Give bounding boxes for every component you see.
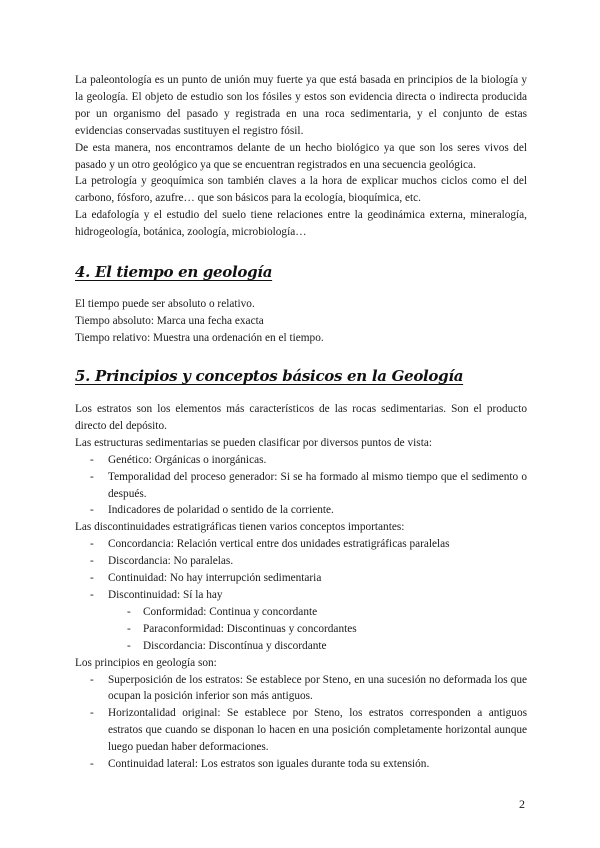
intro-text xyxy=(75,72,527,241)
tiempo-relativo-line: Tiempo relativo: Muestra una ordenación en el tiempo. xyxy=(75,331,324,344)
list-item: - Concordancia: Relación vertical entre dos unidades estratigráficas paralelas xyxy=(75,536,527,553)
discontinuidades-list xyxy=(75,536,527,604)
tiempo-absoluto-line: Tiempo absoluto: Marca una fecha exacta xyxy=(75,314,264,327)
list-item: - Indicadores de polaridad o sentido de la corriente. xyxy=(75,502,527,519)
page-number: 2 xyxy=(519,797,525,811)
list-item: - Continuidad: No hay interrupción sedimentaria xyxy=(75,570,527,587)
discontinuidad-sublist xyxy=(75,604,527,655)
list-item: - Conformidad: Continua y concordante xyxy=(75,604,527,621)
principios-list xyxy=(75,672,527,773)
paragraph-hecho-biologico: De esta manera, nos encontramos delante de un hecho biológico ya que son los seres vivos del pasado y un otro geológico ya que se encuentran registrados en una secuencia geológica. xyxy=(75,141,527,171)
list-item: - Continuidad lateral: Los estratos son iguales durante toda su extensión. xyxy=(75,756,527,773)
section-5-body xyxy=(75,401,527,773)
list-item: - Superposición de los estratos: Se establece por Steno, en una sucesión no deformada los que ocupan la posición inferior son más antiguos. xyxy=(75,672,527,706)
list-item: - Genético: Orgánicas o inorgánicas. xyxy=(75,452,527,469)
section-4-body xyxy=(75,296,527,347)
section-4-heading: 4. El tiempo en geología xyxy=(75,263,273,281)
section-5-heading: 5. Principios y conceptos básicos en la Geología xyxy=(75,367,464,385)
tiempo-line: El tiempo puede ser absoluto o relativo. xyxy=(75,298,255,310)
paragraph-estratos: Los estratos son los elementos más característicos de las rocas sedimentarias. Son el producto directo del depósito. xyxy=(75,403,527,432)
paragraph-paleontologia: La paleontología es un punto de unión muy fuerte ya que está basada en principios de la biología y la geología. El objeto de estudio son los fósiles y estos son evidencia directa o indirecta producida por un organismo del pasado y registrada en una roca sedimentaria, y el conjunto de estas evidencias conservadas sustituyen el registro fósil. xyxy=(75,74,527,137)
list-item: - Discordancia: Discontínua y discordante xyxy=(75,638,527,655)
list-item: - Horizontalidad original: Se establece por Steno, los estratos corresponden a antiguos estratos que cuando se disponan lo hacen en una posición completamente horizontal aunque luego puedan haber deformaciones. xyxy=(75,705,527,756)
list-item: - Paraconformidad: Discontinuas y concordantes xyxy=(75,621,527,638)
list-item: - Discontinuidad: Sí la hay xyxy=(75,587,527,604)
estructuras-list xyxy=(75,452,527,520)
list-item: - Discordancia: No paralelas. xyxy=(75,553,527,570)
list-item: - Temporalidad del proceso generador: Si se ha formado al mismo tiempo que el sedimento o después. xyxy=(75,469,527,503)
paragraph-principios: Los principios en geología son: xyxy=(75,656,217,669)
paragraph-petrologia: La petrología y geoquímica son también claves a la hora de explicar muchos ciclos como el del carbono, fósforo, azufre… que son básicos para la ecología, bioquímica, etc. xyxy=(75,175,527,205)
paragraph-estructuras: Las estructuras sedimentarias se pueden clasificar por diversos puntos de vista: xyxy=(75,436,432,449)
paragraph-discontinuidades: Las discontinuidades estratigráficas tienen varios conceptos importantes: xyxy=(75,521,405,534)
paragraph-edafologia: La edafología y el estudio del suelo tiene relaciones entre la geodinámica externa, mineralogía, hidrogeología, botánica, zoología, microbiología… xyxy=(75,209,527,239)
